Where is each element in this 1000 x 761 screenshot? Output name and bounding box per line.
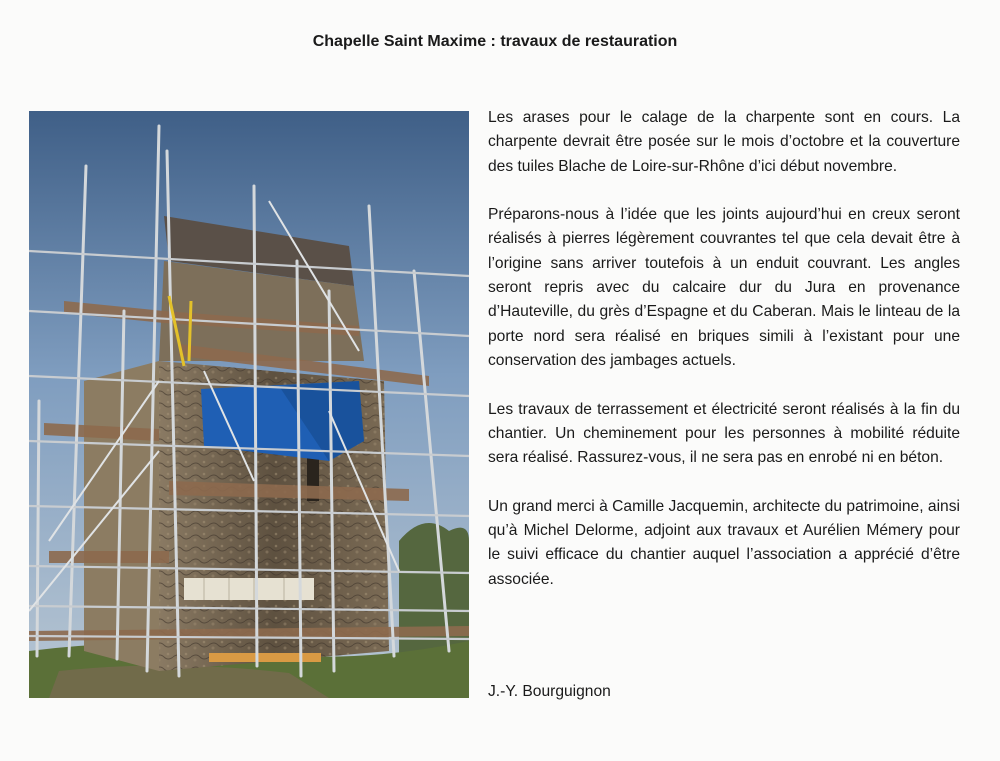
paragraph: Les arases pour le calage de la charpente sont en cours. La charpente devrait être posée sur le mois d’octobre et la couverture des tuiles Blache de Loire-sur-Rhône d’ici début novembre.	[488, 109, 960, 175]
article-body	[488, 106, 960, 616]
author-signature: J.-Y. Bourguignon	[488, 683, 611, 700]
chapel-scaffolding-photo	[29, 111, 469, 698]
paragraph: Préparons-nous à l’idée que les joints aujourd’hui en creux seront réalisés à pierres légèrement couvrantes tel que cela devait être à l’origine sans arriver toutefois à un enduit couvrant. Les angles seront repris avec du calcaire dur du Jura en provenance d’Hauteville, du grès d’Espagne et du Caberan. Mais le linteau de la porte nord sera réalisé en briques simili à l’existant pour une conservation des jambages actuels.	[488, 206, 960, 369]
document-title: Chapelle Saint Maxime : travaux de restauration	[312, 33, 678, 50]
paragraph: Un grand merci à Camille Jacquemin, architecte du patrimoine, ainsi qu’à Michel Delorme, adjoint aux travaux et Aurélien Mémery pour le suivi efficace du chantier auquel l’association a apprécié d’être associée.	[488, 497, 960, 588]
paragraph: Les travaux de terrassement et électricité seront réalisés à la fin du chantier. Un cheminement pour les personnes à mobilité réduite sera réalisé. Rassurez-vous, il ne sera pas en enrobé ni en béton.	[488, 400, 960, 467]
